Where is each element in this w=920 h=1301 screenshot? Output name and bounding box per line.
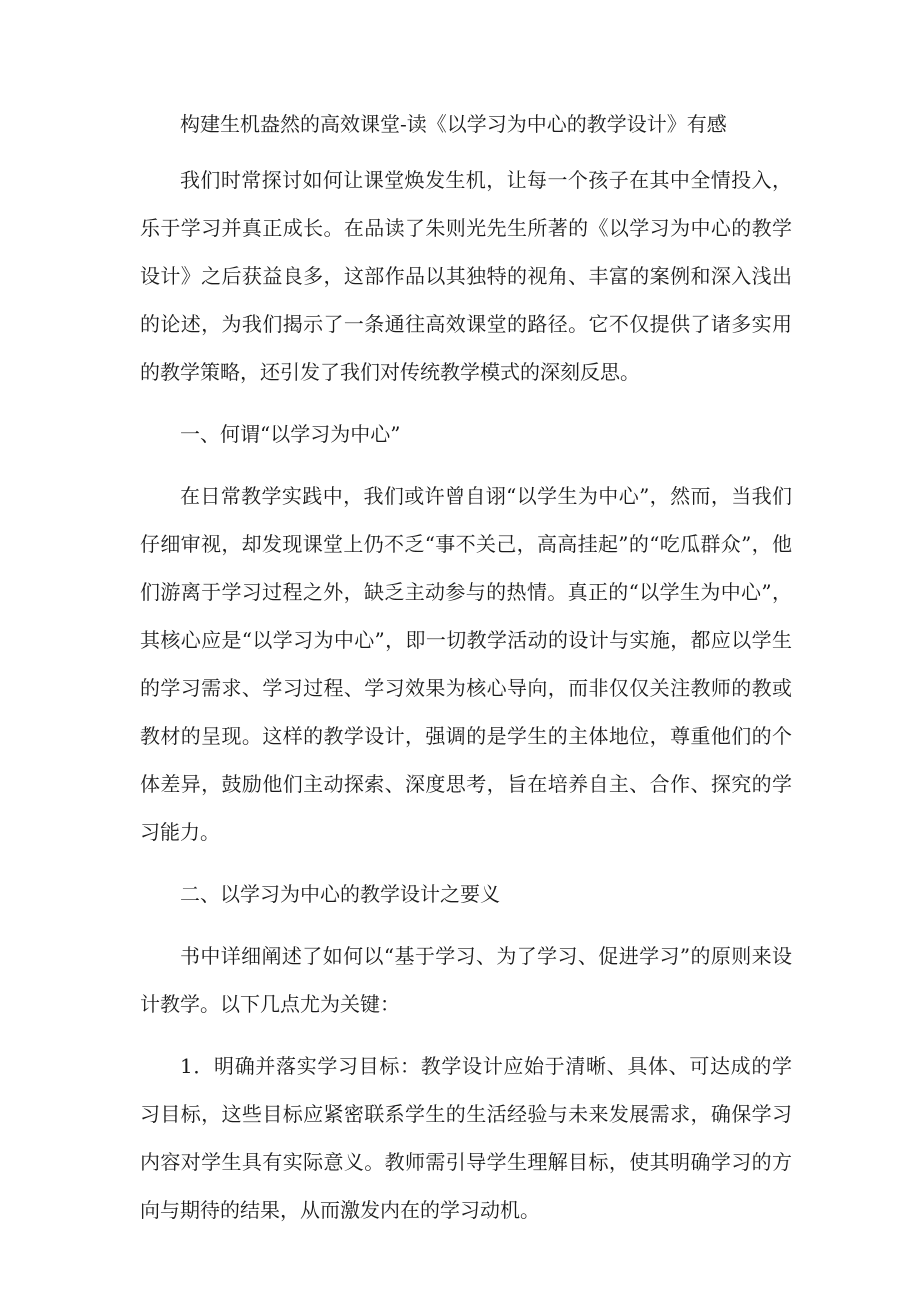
- document-title: 构建生机盎然的高效课堂-读《以学习为中心的教学设计》有感: [180, 112, 727, 136]
- section-1-heading: 一、何谓“以学习为中心”: [180, 422, 401, 446]
- document-page: [140, 108, 792, 1234]
- spacer: [140, 140, 792, 156]
- section-1-paragraph: 在日常教学实践中，我们或许曾自诩“以学生为中心”，然而，当我们仔细审视，却发现课堂上仍不乏“事不关己，高高挂起”的“吃瓜群众”，他们游离于学习过程之外，缺乏主动参与的热情。真正的“以学生为中心”，其核心应是“以学习为中心”，即一切教学活动的设计与实施，都应以学生的学习需求、学习过程、学习效果为核心导向，而非仅仅关注教师的教或教材的呈现。这样的教学设计，强调的是学生的主体地位，尊重他们的个体差异，鼓励他们主动探索、深度思考，旨在培养自主、合作、探究的学习能力。: [140, 484, 792, 844]
- section-2-heading: 二、以学习为中心的教学设计之要义: [180, 882, 500, 906]
- section-2-paragraph: 书中详细阐述了如何以“基于学习、为了学习、促进学习”的原则来设计教学。以下几点尤为关键：: [140, 944, 792, 1016]
- spacer: [140, 1028, 792, 1042]
- section-2-point-1: 1．明确并落实学习目标：教学设计应始于清晰、具体、可达成的学习目标，这些目标应紧密联系学生的生活经验与未来发展需求，确保学习内容对学生具有实际意义。教师需引导学生理解目标，使其明确学习的方向与期待的结果，从而激发内在的学习动机。: [140, 1054, 792, 1222]
- spacer: [140, 918, 792, 932]
- spacer: [140, 396, 792, 410]
- spacer: [140, 458, 792, 472]
- intro-paragraph: 我们时常探讨如何让课堂焕发生机，让每一个孩子在其中全情投入，乐于学习并真正成长。在品读了朱则光先生所著的《以学习为中心的教学设计》之后获益良多，这部作品以其独特的视角、丰富的案例和深入浅出的论述，为我们揭示了一条通往高效课堂的路径。它不仅提供了诸多实用的教学策略，还引发了我们对传统教学模式的深刻反思。: [140, 168, 792, 384]
- spacer: [140, 856, 792, 870]
